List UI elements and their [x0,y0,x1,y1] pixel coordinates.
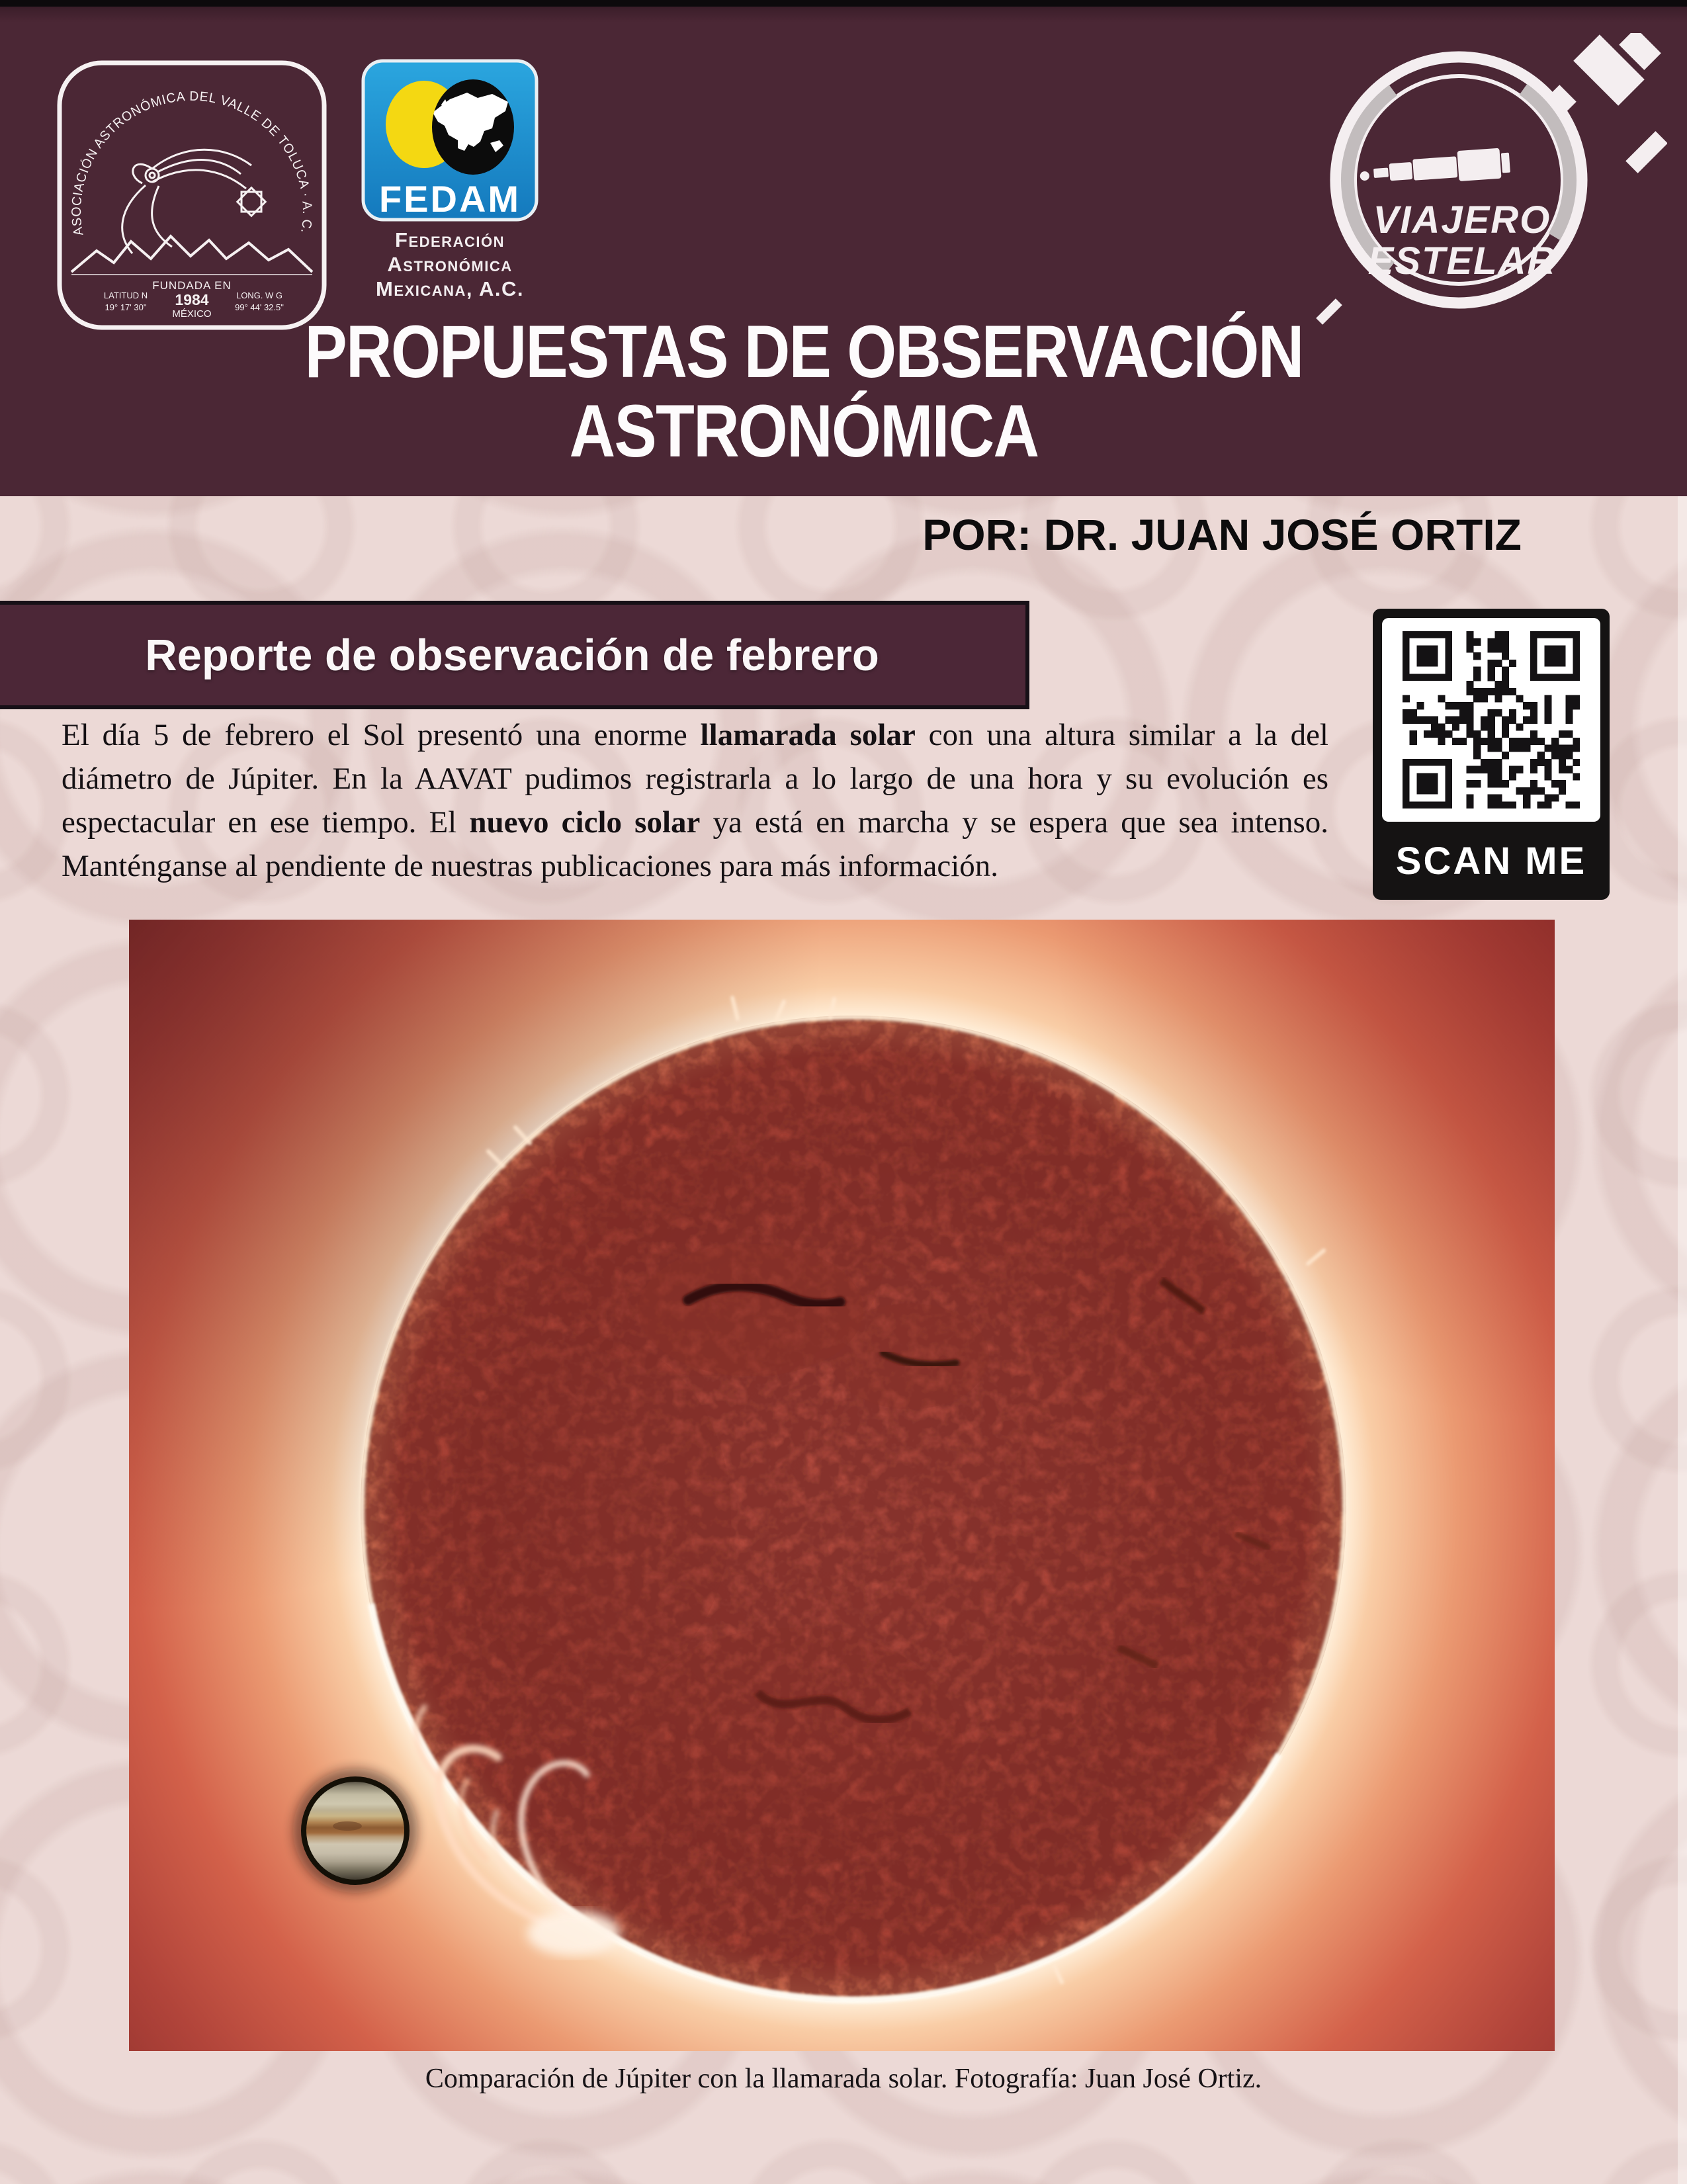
viajero-word: VIAJERO [1373,198,1551,241]
qr-scan-label: SCAN ME [1395,839,1587,883]
fedam-acronym: FEDAM [378,178,521,220]
flare-bright-base [527,1911,620,1956]
report-paragraph [62,713,1328,888]
aavt-founded-year: 1984 [175,291,209,308]
page-title-line2: ASTRONÓMICA [569,390,1039,472]
qr-code-block [1373,609,1610,900]
header-band [0,0,1687,500]
section-heading-box [0,601,1029,709]
sun-photograph [129,920,1555,2051]
section-heading: Reporte de observación de febrero [145,630,879,680]
paragraph-bold-ciclo: nuevo ciclo solar [469,805,701,840]
comet-icon [122,150,265,253]
paragraph-segment: con una altura similar a la del diámetro de Júpiter. En la AAVAT pudimos registrarla a lo largo de una hora y su evolución es espectacular en ese tiempo. El [62,718,1328,840]
figure-caption: Comparación de Júpiter con la llamarada solar. Fotografía: Juan José Ortiz. [425,2064,1262,2094]
fedam-caption-line3: Mexicana, A.C. [376,277,524,300]
top-black-strip [0,0,1687,7]
page-title-line1: PROPUESTAS DE OBSERVACIÓN [304,310,1303,393]
jupiter [293,1769,417,1893]
qr-code-white-area [1382,618,1600,822]
page-title [112,312,1495,471]
jupiter-spot [333,1821,362,1831]
aavt-longitude-value: 99° 44' 32.5" [235,302,284,312]
aavt-country: MÉXICO [172,308,212,320]
paragraph-segment: El día 5 de febrero el Sol presentó una enorme [62,718,701,752]
aavt-arc-text: ASOCIACIÓN ASTRONÓMICA DEL VALLE DE TOLUCA · A. C. [69,89,315,237]
aavt-founded-label: FUNDADA EN [152,279,232,292]
qr-code-icon [1403,631,1580,808]
aavt-latitude-label: LATITUD N [103,290,148,300]
mountains-icon [71,236,312,275]
estelar-word: ESTELAR [1367,240,1557,283]
gray-arc-decor [1303,33,1615,336]
paragraph-segment: ya está en marcha y se espera que sea intenso. Manténganse al pendiente de nuestras publicaciones para más información. [62,805,1328,883]
fedam-caption-line1: Federación [395,228,505,251]
fedam-logo [361,58,539,310]
aavt-logo [53,56,331,334]
aavt-latitude-value: 19° 17' 30" [105,302,147,312]
jupiter-disk [304,1779,407,1882]
aavt-longitude-label: LONG. W G [236,290,283,300]
fedam-caption [361,228,539,301]
fedam-caption-line2: Astronómica [387,253,513,276]
byline: POR: DR. JUAN JOSÉ ORTIZ [922,510,1522,559]
telescope-icon [1359,148,1511,189]
paragraph-bold-llamarada: llamarada solar [700,718,916,752]
right-edge-strip [1678,496,1687,2184]
viajero-estelar-logo [1297,33,1667,344]
